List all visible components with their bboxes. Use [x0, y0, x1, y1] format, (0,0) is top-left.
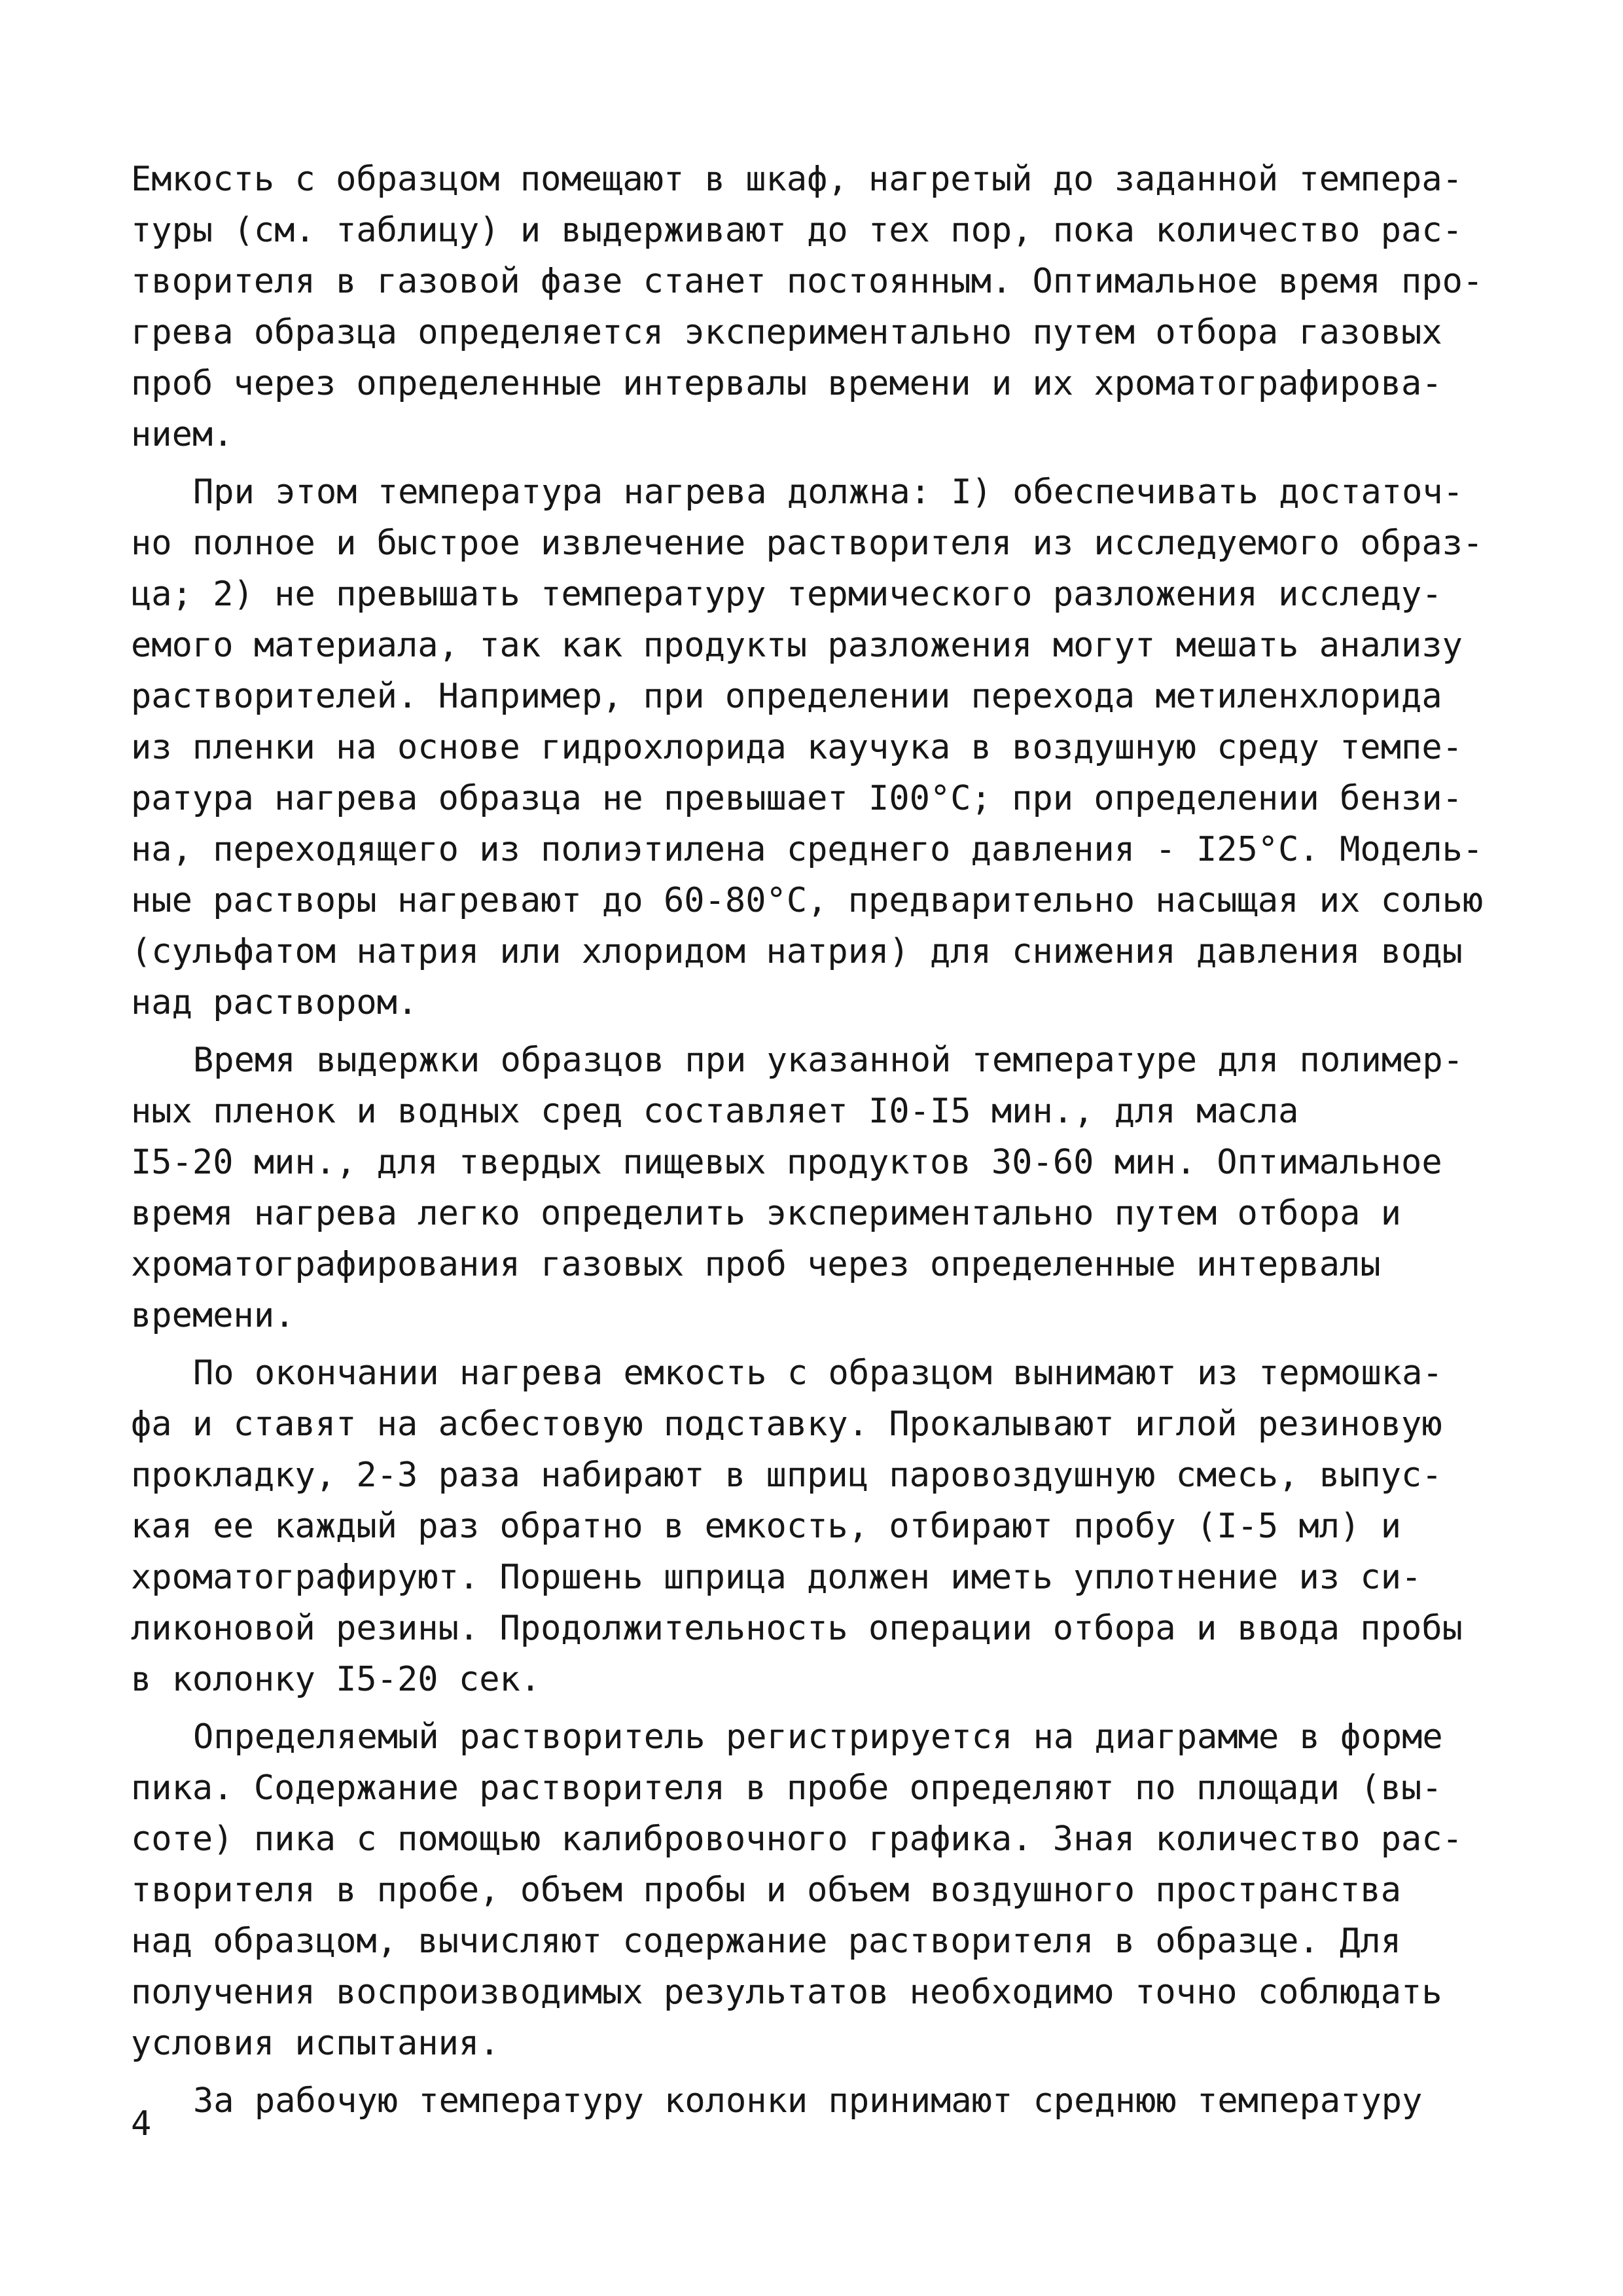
line-text: По окончании нагрева емкость с образцом вынимают из термошка- — [193, 1354, 1443, 1393]
text-line — [131, 2075, 1518, 2126]
text-line — [131, 773, 1518, 824]
line-text: из пленки на основе гидрохлорида каучука в воздушную среду темпе- — [131, 728, 1463, 767]
line-text: I5-20 мин., для твердых пищевых продуктов 30-60 мин. Оптимальное — [131, 1143, 1442, 1182]
line-text: грева образца определяется экспериментально путем отбора газовых — [131, 313, 1442, 352]
text-line — [131, 1399, 1518, 1450]
text-line — [131, 1814, 1518, 1865]
text-line — [131, 307, 1518, 358]
text-line — [131, 1916, 1518, 1967]
line-text: времени. — [131, 1296, 295, 1335]
line-text: проб через определенные интервалы времени и их хроматографирова- — [131, 364, 1442, 403]
paragraph — [131, 1348, 1518, 1705]
text-line — [131, 875, 1518, 926]
line-text: пика. Содержание растворителя в пробе определяют по площади (вы- — [131, 1768, 1442, 1808]
line-text: творителя в пробе, объем пробы и объем воздушного пространства — [131, 1871, 1402, 1910]
text-line — [131, 1763, 1518, 1814]
line-text: ные растворы нагревают до 60-80°С, предварительно насыщая их солью — [131, 881, 1484, 920]
text-line — [131, 1290, 1518, 1341]
text-line — [131, 824, 1518, 875]
paragraph-gap — [131, 460, 1518, 467]
text-line — [131, 1865, 1518, 1916]
text-line — [131, 205, 1518, 256]
body-text — [131, 154, 1518, 2126]
line-text: творителя в газовой фазе станет постоянным. Оптимальное время про- — [131, 262, 1484, 301]
paragraph — [131, 467, 1518, 1028]
page-number: 4 — [131, 2104, 152, 2144]
text-line — [131, 671, 1518, 722]
text-line — [131, 620, 1518, 671]
line-text: условия испытания. — [131, 2024, 500, 2063]
line-text: При этом температура нагрева должна: I) обеспечивать достаточ- — [193, 473, 1464, 512]
line-text: фа и ставят на асбестовую подставку. Прокалывают иглой резиновую — [131, 1405, 1442, 1444]
text-line — [131, 154, 1518, 205]
line-text: туры (см. таблицу) и выдерживают до тех пор, пока количество рас- — [131, 211, 1463, 250]
line-text: получения воспроизводимых результатов необходимо точно соблюдать — [131, 1973, 1442, 2012]
text-line — [131, 1035, 1518, 1086]
paragraph-gap — [131, 1028, 1518, 1035]
text-line — [131, 1239, 1518, 1290]
text-line — [131, 1654, 1518, 1705]
line-text: на, переходящего из полиэтилена среднего давления - I25°С. Модель- — [131, 830, 1484, 869]
text-line — [131, 1450, 1518, 1501]
text-line — [131, 358, 1518, 409]
text-line — [131, 1712, 1518, 1763]
text-line — [131, 1137, 1518, 1188]
text-line — [131, 256, 1518, 307]
text-line — [131, 1603, 1518, 1654]
line-text: над раствором. — [131, 983, 418, 1022]
line-text: (сульфатом натрия или хлоридом натрия) для снижения давления воды — [131, 932, 1463, 971]
line-text: ликоновой резины. Продолжительность операции отбора и ввода пробы — [131, 1609, 1463, 1648]
text-line — [131, 1552, 1518, 1603]
line-text: ратура нагрева образца не превышает I00°С; при определении бензи- — [131, 779, 1463, 818]
text-line — [131, 409, 1518, 460]
line-text: ца; 2) не превышать температуру термического разложения исследу- — [131, 575, 1442, 614]
line-text: хроматографируют. Поршень шприца должен иметь уплотнение из си- — [131, 1558, 1422, 1597]
line-text: Емкость с образцом помещают в шкаф, нагретый до заданной темпера- — [131, 160, 1463, 199]
text-line — [131, 1501, 1518, 1552]
line-text: время нагрева легко определить экспериментально путем отбора и — [131, 1194, 1402, 1233]
line-text: кая ее каждый раз обратно в емкость, отбирают пробу (I-5 мл) и — [131, 1507, 1402, 1546]
text-line — [131, 722, 1518, 773]
line-text: Время выдержки образцов при указанной температуре для полимер- — [193, 1041, 1464, 1080]
line-text: ных пленок и водных сред составляет I0-I5 мин., для масла — [131, 1092, 1299, 1131]
line-text: За рабочую температуру колонки принимают среднюю температуру — [193, 2081, 1423, 2121]
text-line — [131, 2018, 1518, 2069]
line-text: соте) пика с помощью калибровочного графика. Зная количество рас- — [131, 1820, 1463, 1859]
text-line — [131, 926, 1518, 977]
text-line — [131, 518, 1518, 569]
paragraph-gap — [131, 1705, 1518, 1712]
paragraph-gap — [131, 1341, 1518, 1348]
paragraph — [131, 1035, 1518, 1341]
text-line — [131, 569, 1518, 620]
line-text: но полное и быстрое извлечение растворителя из исследуемого образ- — [131, 524, 1484, 563]
line-text: Определяемый растворитель регистрируется на диаграмме в форме — [193, 1717, 1443, 1757]
line-text: растворителей. Например, при определении перехода метиленхлорида — [131, 677, 1442, 716]
paragraph — [131, 154, 1518, 460]
text-line — [131, 1967, 1518, 2018]
paragraph — [131, 1712, 1518, 2069]
line-text: прокладку, 2-3 раза набирают в шприц паровоздушную смесь, выпус- — [131, 1456, 1442, 1495]
line-text: емого материала, так как продукты разложения могут мешать анализу — [131, 626, 1463, 665]
line-text: в колонку I5-20 сек. — [131, 1660, 541, 1699]
line-text: нием. — [131, 415, 234, 454]
paragraph — [131, 2075, 1518, 2126]
line-text: хроматографирования газовых проб через определенные интервалы — [131, 1245, 1381, 1284]
text-line — [131, 1086, 1518, 1137]
text-line — [131, 977, 1518, 1028]
text-line — [131, 1348, 1518, 1399]
text-line — [131, 1188, 1518, 1239]
paragraph-gap — [131, 2069, 1518, 2075]
line-text: над образцом, вычисляют содержание растворителя в образце. Для — [131, 1922, 1402, 1961]
text-line — [131, 467, 1518, 518]
